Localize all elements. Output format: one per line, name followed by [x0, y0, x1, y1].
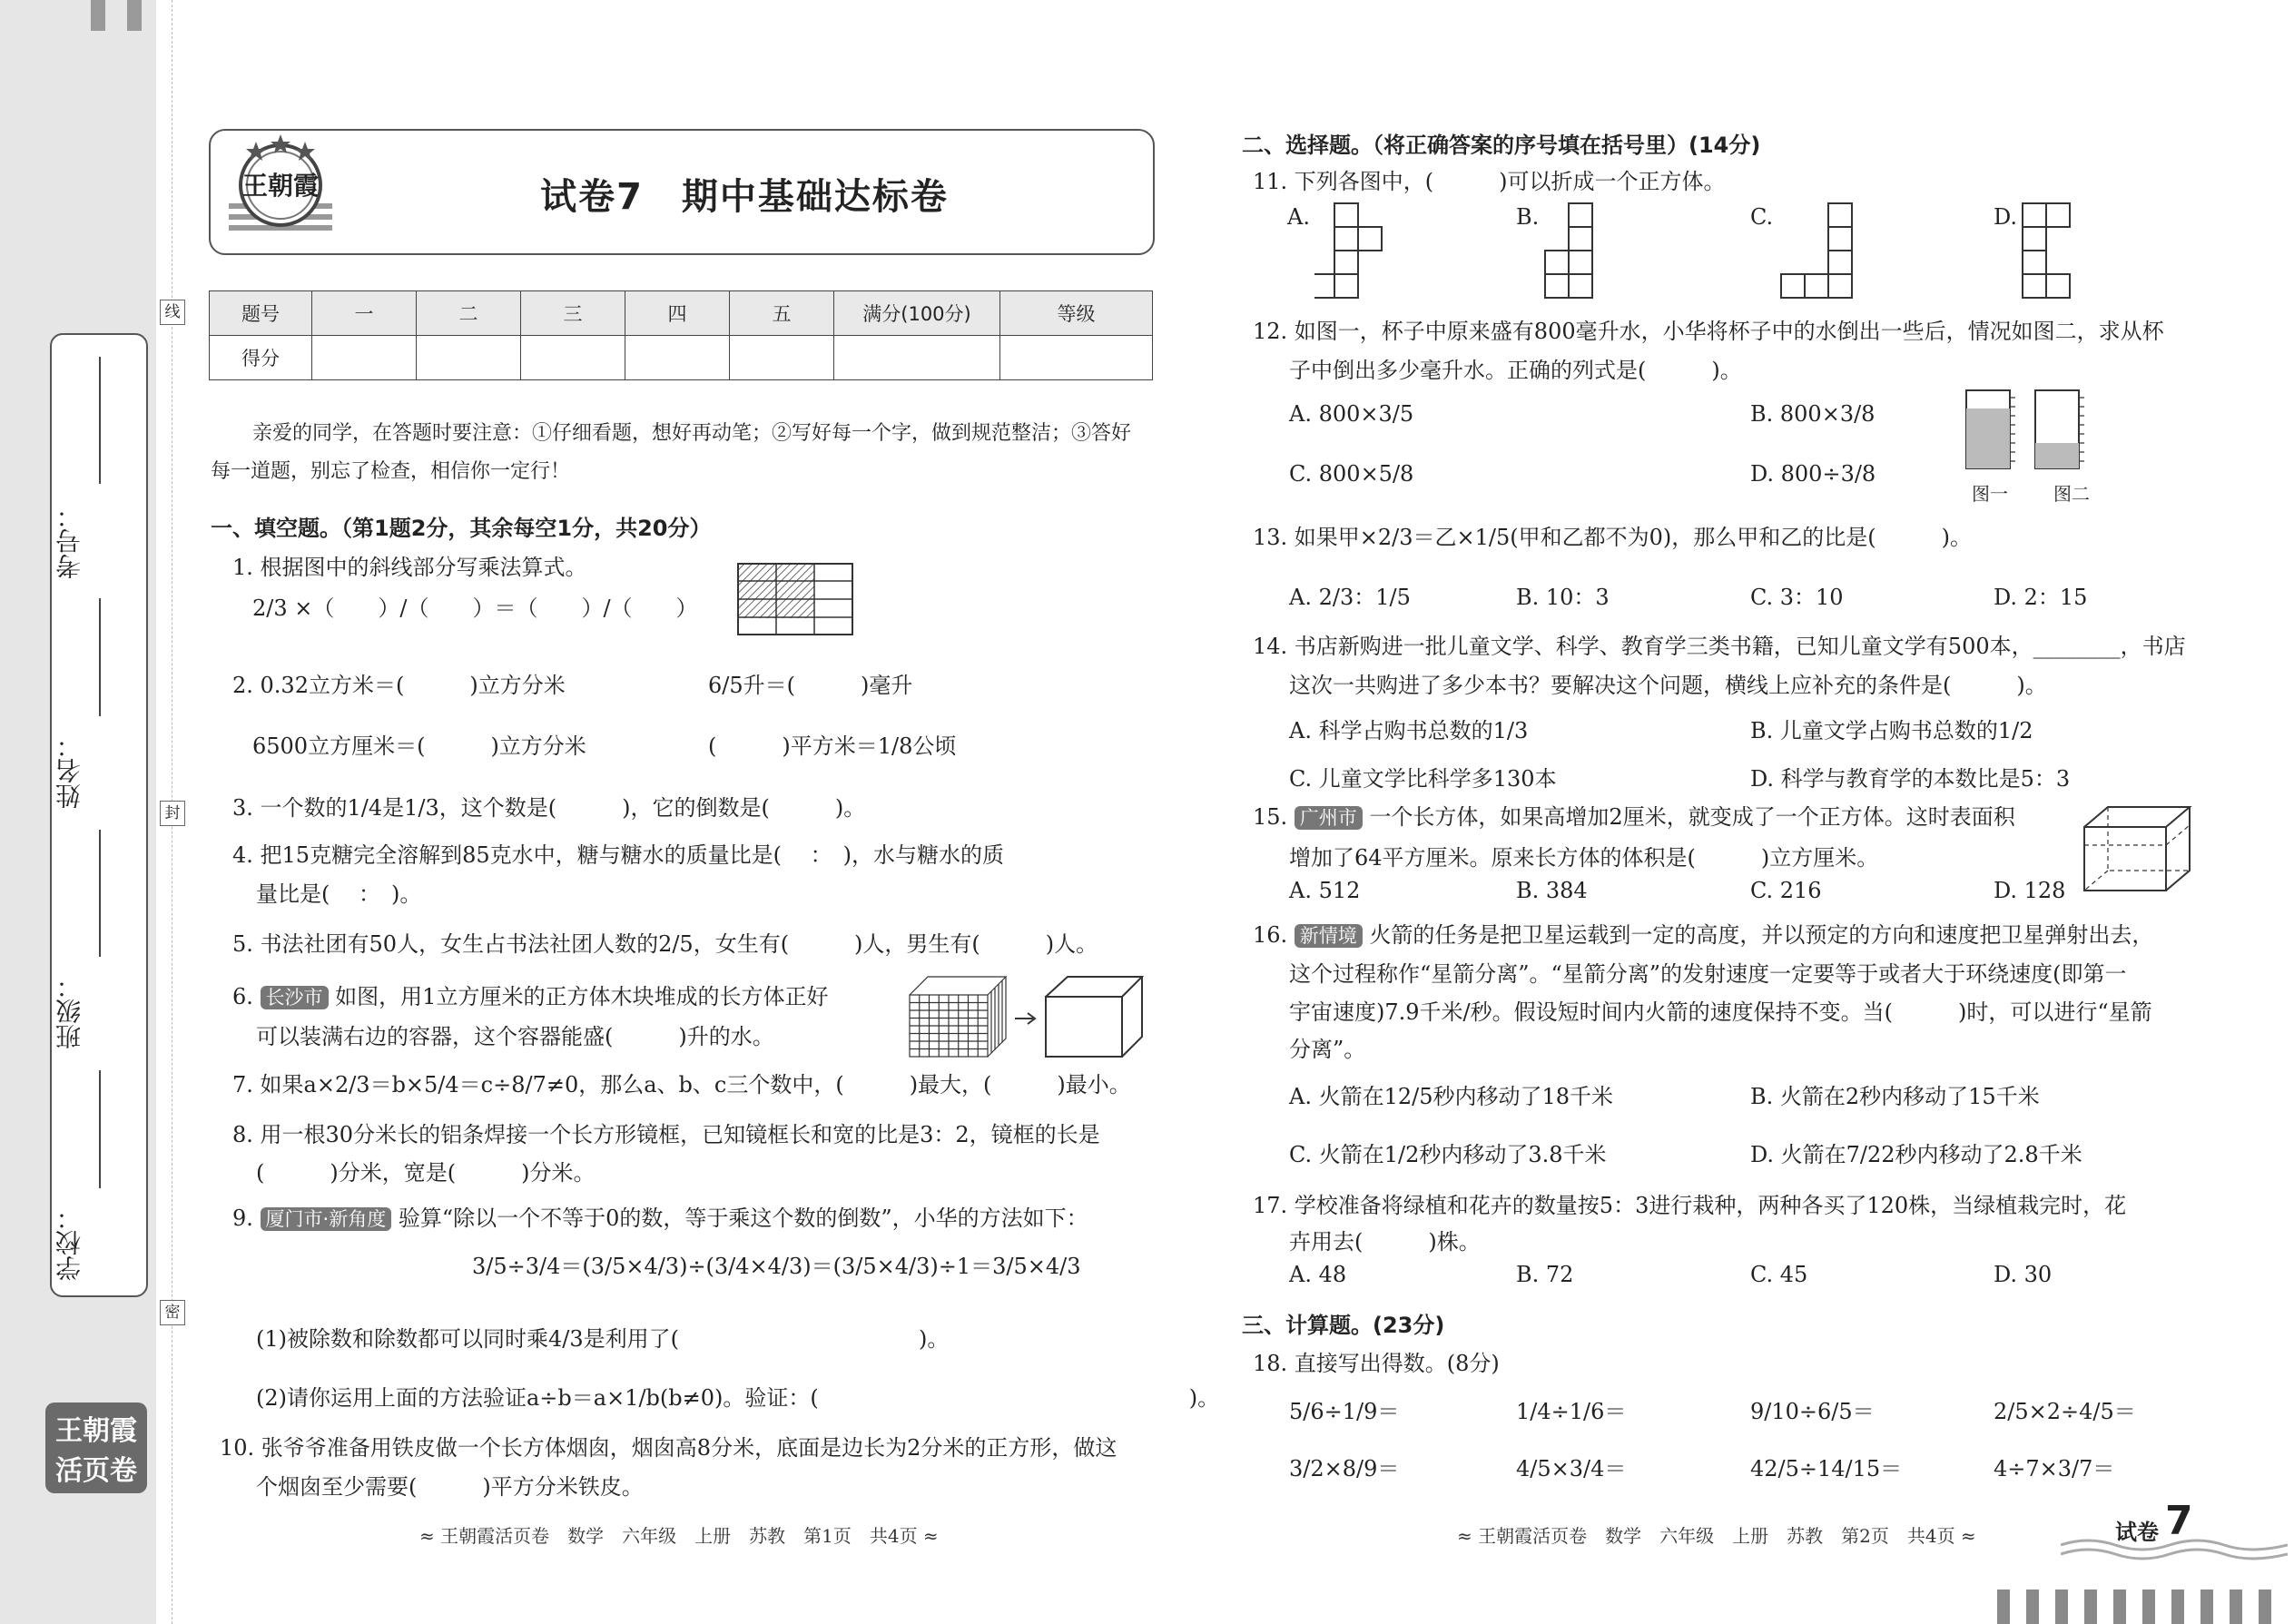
q6-text: 如图，用1立方厘米的正方体木块堆成的长方体正好	[335, 984, 829, 1009]
q6-cube-figure	[908, 973, 1144, 1063]
q8-line-2: ( )分米，宽是( )分米。	[256, 1160, 596, 1186]
q17-line-1: 17. 学校准备将绿植和花卉的数量按5：3进行栽种，两种各买了120株，当绿植栽完时，花	[1253, 1193, 2127, 1218]
bottom-bar-mark	[2026, 1590, 2039, 1624]
q16-line-2: 这个过程称作“星箭分离”。“星箭分离”的发射速度一定要等于或者大于环绕速度(即第一	[1289, 961, 2127, 987]
school-field[interactable]	[99, 1070, 101, 1188]
q10-line-2: 个烟囱至少需要( )平方分米铁皮。	[256, 1474, 644, 1500]
logo	[222, 133, 340, 246]
q11-option-c: C.	[1750, 204, 1774, 230]
q15-line-1: 15. 广州市 一个长方体，如果高增加2厘米，就变成了一个正方体。这时表面积	[1253, 804, 2015, 830]
score-cell[interactable]	[521, 336, 625, 380]
q15-line-2: 增加了64平方厘米。原来长方体的体积是( )立方厘米。	[1289, 845, 1879, 871]
q15-option-c: C. 216	[1750, 878, 1822, 903]
bottom-bar-mark	[2055, 1590, 2068, 1624]
q4-line-2: 量比是( ： )。	[256, 881, 422, 907]
page-label: 试卷	[2115, 1520, 2159, 1545]
q12-option-d: D. 800÷3/8	[1750, 461, 1876, 487]
region-tag: 长沙市	[261, 986, 329, 1009]
q14-option-c: C. 儿童文学比科学多130本	[1289, 766, 1557, 792]
q2-item-a: 2. 0.32立方米＝( )立方分米	[232, 673, 566, 698]
page-title: 试卷7 期中基础达标卷	[540, 176, 949, 218]
name-field[interactable]	[99, 598, 101, 716]
q11-option-b: B.	[1516, 204, 1540, 230]
score-cell[interactable]	[625, 336, 730, 380]
q16-option-c: C. 火箭在1/2秒内移动了3.8千米	[1289, 1142, 1607, 1167]
q18-item: 4/5×3/4＝	[1516, 1456, 1627, 1481]
q16-line-1: 16. 新情境 火箭的任务是把卫星运载到一定的高度，并以预定的方向和速度把卫星弹射出去，	[1253, 922, 2154, 948]
bottom-bar-mark	[2230, 1590, 2242, 1624]
cut-mark: 封	[160, 801, 185, 826]
q13-option-a: A. 2/3：1/5	[1289, 585, 1411, 610]
q1-expression: 2/3 ×（ ）/（ ）＝（ ）/（ ）	[252, 595, 698, 621]
q12-figure-1-label: 图一	[1972, 483, 2008, 505]
q17-line-2: 卉用去( )株。	[1289, 1229, 1481, 1255]
region-tag: 新情境	[1295, 924, 1363, 948]
q16-line-4: 分离”。	[1289, 1037, 1366, 1062]
q14-option-d: D. 科学与教育学的本数比是5：3	[1750, 766, 2071, 792]
q9-part-1: (1)被除数和除数都可以同时乘4/3是利用了( )。	[256, 1326, 950, 1352]
score-row-label: 得分	[210, 336, 312, 380]
q18-item: 2/5×2÷4/5＝	[1994, 1399, 2136, 1424]
q10-line-1: 10. 张爷爷准备用铁皮做一个长方体烟囱，烟囱高8分米，底面是边长为2分米的正方形，做这	[220, 1435, 1117, 1461]
q12-option-a: A. 800×3/5	[1289, 401, 1414, 427]
q14-option-a: A. 科学占购书总数的1/3	[1289, 718, 1529, 743]
q5-text: 5. 书法社团有50人，女生占书法社团人数的2/5，女生有( )人，男生有( )人。	[232, 931, 1098, 957]
q15-cuboid-figure	[2081, 803, 2194, 898]
score-cell[interactable]	[417, 336, 521, 380]
q6-line-1: 6. 长沙市 如图，用1立方厘米的正方体木块堆成的长方体正好	[232, 984, 829, 1009]
score-cell[interactable]	[730, 336, 834, 380]
q13-option-d: D. 2：15	[1994, 585, 2088, 610]
section-2-heading: 二、选择题。（将正确答案的序号填在括号里）(14分)	[1242, 133, 1761, 158]
q18-item: 3/2×8/9＝	[1289, 1456, 1400, 1481]
bottom-bar-mark	[2171, 1590, 2184, 1624]
score-header: 题号	[210, 291, 312, 336]
cut-mark: 密	[160, 1300, 185, 1325]
section-3-heading: 三、计算题。(23分)	[1242, 1313, 1445, 1338]
brand-sub: 活页卷	[55, 1455, 137, 1487]
brand-badge	[45, 1403, 147, 1493]
score-cell[interactable]	[312, 336, 417, 380]
q16-text: 火箭的任务是把卫星运载到一定的高度，并以预定的方向和速度把卫星弹射出去，	[1369, 922, 2154, 948]
q15-text: 一个长方体，如果高增加2厘米，就变成了一个正方体。这时表面积	[1369, 804, 2015, 830]
brand-name: 王朝霞	[55, 1415, 137, 1447]
score-header: 四	[625, 291, 730, 336]
q12-option-c: C. 800×5/8	[1289, 461, 1414, 487]
q18-item: 1/4÷1/6＝	[1516, 1399, 1627, 1424]
q9-expression: 3/5÷3/4＝(3/5×4/3)÷(3/4×4/3)＝(3/5×4/3)÷1＝3/5×4/3	[472, 1254, 1081, 1279]
q16-line-3: 宇宙速度)7.9千米/秒。假设短时间内火箭的速度保持不变。当( )时，可以进行“星箭	[1289, 999, 2152, 1025]
q7-text: 7. 如果a×2/3＝b×5/4＝c÷8/7≠0，那么a、b、c三个数中，( )最大，( )最小。	[232, 1072, 1131, 1097]
bottom-bar-mark	[2113, 1590, 2126, 1624]
q11-option-a: A.	[1287, 204, 1310, 230]
q14-line-1: 14. 书店新购进一批儿童文学、科学、教育学三类书籍，已知儿童文学有500本，________，书店	[1253, 634, 2186, 659]
q18-item: 5/6÷1/9＝	[1289, 1399, 1400, 1424]
q15-option-d: D. 128	[1994, 878, 2066, 903]
q17-option-c: C. 45	[1750, 1262, 1808, 1287]
q12-line-2: 子中倒出多少毫升水。正确的列式是( )。	[1289, 358, 1742, 383]
score-cell[interactable]	[834, 336, 1000, 380]
q9-text: 验算“除以一个不等于0的数，等于乘这个数的倒数”，小华的方法如下：	[398, 1206, 1088, 1231]
q12-figure-2-label: 图二	[2053, 483, 2090, 505]
q14-line-2: 这次一共购进了多少本书？要解决这个问题，横线上应补充的条件是( )。	[1289, 673, 2047, 698]
bottom-bar-mark	[1997, 1590, 2010, 1624]
region-tag: 厦门市·新角度	[261, 1207, 392, 1231]
logo-text: 王朝霞	[241, 171, 320, 201]
q12-line-1: 12. 如图一，杯子中原来盛有800毫升水，小华将杯子中的水倒出一些后，情况如图二，求从杯	[1253, 319, 2164, 344]
region-tag: 广州市	[1295, 806, 1363, 830]
score-header: 等级	[1000, 291, 1153, 336]
score-header: 满分(100分)	[834, 291, 1000, 336]
q9-line-1: 9. 厦门市·新角度 验算“除以一个不等于0的数，等于乘这个数的倒数”，小华的方法如下：	[232, 1206, 1088, 1231]
q18-item: 9/10÷6/5＝	[1750, 1399, 1875, 1424]
right-footer: ≈ 王朝霞活页卷 数学 六年级 上册 苏教 第2页 共4页 ≈	[1457, 1525, 1976, 1547]
q18-text: 18. 直接写出得数。(8分)	[1253, 1351, 1500, 1376]
intro-line-2: 每一道题，别忘了检查，相信你一定行！	[211, 460, 571, 483]
q1-text: 1. 根据图中的斜线部分写乘法算式。	[232, 555, 587, 580]
q13-option-c: C. 3：10	[1750, 585, 1844, 610]
exam-number-field[interactable]	[99, 357, 101, 484]
q6-line-2: 可以装满右边的容器，这个容器能盛( )升的水。	[256, 1024, 774, 1049]
q17-option-b: B. 72	[1516, 1262, 1574, 1287]
q12-cup-figures	[1963, 389, 2090, 492]
q15-option-b: B. 384	[1516, 878, 1588, 903]
score-table	[209, 290, 1153, 380]
section-1-heading: 一、填空题。（第1题2分，其余每空1分，共20分）	[211, 516, 712, 541]
class-field[interactable]	[99, 830, 101, 957]
q13-option-b: B. 10：3	[1516, 585, 1610, 610]
cut-mark: 线	[160, 300, 185, 325]
score-header: 三	[521, 291, 625, 336]
score-cell[interactable]	[1000, 336, 1153, 380]
q8-line-1: 8. 用一根30分米长的铝条焊接一个长方形镜框，已知镜框长和宽的比是3：2，镜框的长是	[232, 1122, 1100, 1147]
intro-line-1: 亲爱的同学，在答题时要注意：①仔细看题，想好再动笔；②写好每一个字，做到规范整洁；③答好	[252, 422, 1132, 445]
page-number: 7	[2165, 1498, 2193, 1544]
student-info-box	[50, 333, 148, 1297]
score-header: 五	[730, 291, 834, 336]
q3-text: 3. 一个数的1/4是1/3，这个数是( )，它的倒数是( )。	[232, 795, 866, 821]
q12-option-b: B. 800×3/8	[1750, 401, 1876, 427]
q18-item: 4÷7×3/7＝	[1994, 1456, 2115, 1481]
q17-option-a: A. 48	[1289, 1262, 1347, 1287]
q11-net-figures	[1314, 202, 2077, 305]
name-label: 姓名：	[54, 733, 84, 809]
q13-text: 13. 如果甲×2/3＝乙×1/5(甲和乙都不为0)，那么甲和乙的比是( )。	[1253, 525, 1972, 550]
q2-item-d: ( )平方米＝1/8公顷	[708, 733, 957, 759]
q4-line-1: 4. 把15克糖完全溶解到85克水中，糖与糖水的质量比是( ： )，水与糖水的质	[232, 842, 1004, 868]
score-header: 一	[312, 291, 417, 336]
q11-text: 11. 下列各图中，( )可以折成一个正方体。	[1253, 169, 1726, 194]
left-footer: ≈ 王朝霞活页卷 数学 六年级 上册 苏教 第1页 共4页 ≈	[419, 1525, 939, 1547]
score-header: 二	[417, 291, 521, 336]
q16-option-a: A. 火箭在12/5秒内移动了18千米	[1289, 1084, 1614, 1109]
top-bar-mark	[91, 0, 105, 31]
bottom-bar-mark	[2200, 1590, 2213, 1624]
exam-number-label: 考号：	[54, 503, 84, 579]
bottom-bar-mark	[2084, 1590, 2097, 1624]
bottom-bar-mark	[2259, 1590, 2271, 1624]
q14-option-b: B. 儿童文学占购书总数的1/2	[1750, 718, 2033, 743]
q9-part-2: (2)请你运用上面的方法验证a÷b＝a×1/b(b≠0)。验证：( )。	[256, 1385, 1220, 1411]
top-bar-mark	[127, 0, 142, 31]
bottom-bar-mark	[2142, 1590, 2155, 1624]
q16-option-d: D. 火箭在7/22秒内移动了2.8千米	[1750, 1142, 2082, 1167]
q2-item-b: 6/5升＝( )毫升	[708, 673, 913, 698]
q18-item: 42/5÷14/15＝	[1750, 1456, 1903, 1481]
q17-option-d: D. 30	[1994, 1262, 2053, 1287]
q1-grid-figure	[737, 563, 853, 639]
q11-option-d: D.	[1994, 204, 2018, 230]
q2-item-c: 6500立方厘米＝( )立方分米	[252, 733, 586, 759]
q15-option-a: A. 512	[1289, 878, 1361, 903]
q16-option-b: B. 火箭在2秒内移动了15千米	[1750, 1084, 2040, 1109]
class-label: 班级：	[54, 973, 84, 1049]
school-label: 学校：	[54, 1205, 84, 1281]
